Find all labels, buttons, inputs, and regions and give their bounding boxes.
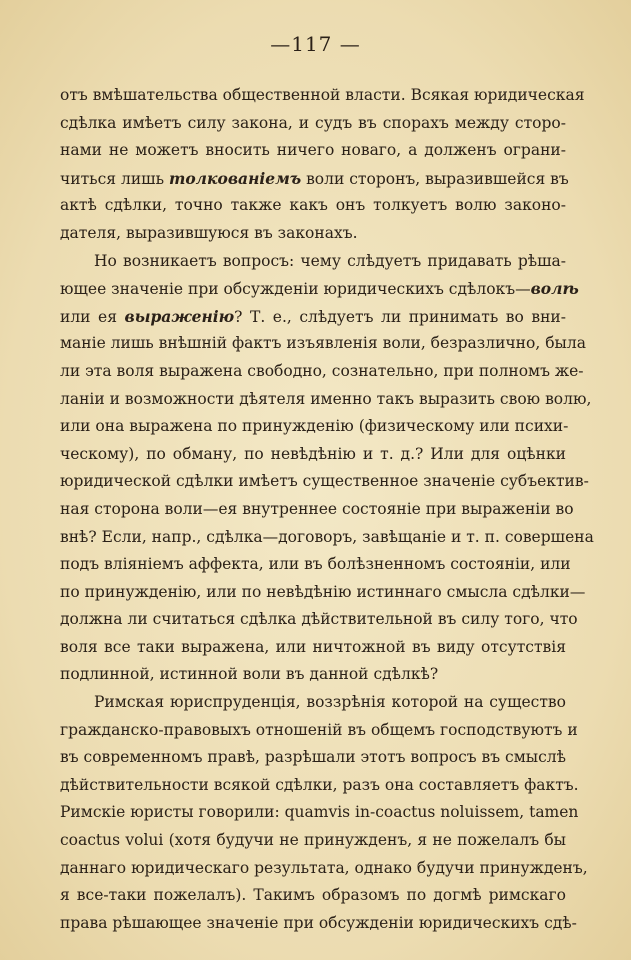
body-text [60, 82, 594, 937]
text-segment: воли сторонъ, выразившейся въ [301, 169, 569, 188]
text-line: даннаго юридическаго результата, однако будучи принужденъ, [60, 858, 588, 877]
text-line: маніе лишь внѣшній фактъ изъявленія воли, безразлично, была [60, 334, 586, 353]
text-line: отъ вмѣшательства общественной власти. Всякая юридическая [60, 86, 585, 104]
emphasized-word: толкованіемъ [168, 168, 302, 188]
text-line: воля все таки выражена, или ничтожной въ виду отсутствія [60, 637, 566, 656]
text-line [60, 165, 569, 193]
text-line: Римскіе юристы говорили: quamvis in-coactus noluissem, tamen [60, 803, 579, 822]
text-line: или она выражена по принужденію (физическому или психи- [60, 417, 569, 436]
emphasized-word: выраженію [124, 306, 235, 326]
text-segment: читься лишь [60, 169, 169, 188]
text-line [60, 275, 579, 303]
text-segment: ющее значеніе при обсужденіи юридическихъ сдѣлокъ— [60, 280, 531, 299]
text-line: ли эта воля выражена свободно, сознательно, при полномъ же- [60, 361, 584, 380]
text-line: по принужденію, или по невѣдѣнію истиннаго смысла сдѣлки— [60, 582, 586, 601]
text-line [60, 303, 566, 331]
text-line: права рѣшающее значеніе при обсужденіи юридическихъ сдѣ- [60, 913, 577, 932]
text-line: актѣ сдѣлки, точно также какъ онъ толкуетъ волю законо- [60, 196, 566, 215]
text-line: сдѣлка имѣетъ силу закона, и судъ въ спорахъ между сторо- [60, 113, 566, 132]
page-number: —117 — [270, 32, 361, 56]
text-line: должна ли считаться сдѣлка дѣйствительной въ силу того, что [60, 610, 578, 629]
text-line: ческому), по обману, по невѣдѣнію и т. д.? Или для оцѣнки [60, 444, 566, 463]
text-line: подъ вліяніемъ аффекта, или въ болѣзненномъ состояніи, или [60, 555, 571, 574]
text-line: нами не можетъ вносить ничего новаго, а долженъ ограни- [60, 141, 566, 160]
text-line: дателя, выразившуюся въ законахъ. [60, 223, 358, 242]
text-line: ная сторона воли—ея внутреннее состояніе при выраженіи во [60, 499, 574, 518]
text-line: я все-таки пожелалъ). Такимъ образомъ по догмѣ римскаго [60, 886, 566, 905]
text-segment: ? Т. е., слѣдуетъ ли принимать во вни- [234, 307, 566, 326]
text-segment: или ея [60, 307, 125, 326]
text-line: гражданско-правовыхъ отношеній въ общемъ господствуютъ и [60, 720, 578, 739]
text-line: въ современномъ правѣ, разрѣшали этотъ вопросъ въ смыслѣ [60, 748, 567, 767]
emphasized-word: волѣ [530, 279, 579, 299]
text-line: подлинной, истинной воли въ данной сдѣлкѣ? [60, 665, 439, 684]
text-line: внѣ? Если, напр., сдѣлка—договоръ, завѣщаніе и т. п. совершена [60, 527, 594, 546]
text-line: ланіи и возможности дѣятеля именно такъ выразить свою волю, [60, 389, 592, 408]
text-line: Но возникаетъ вопросъ: чему слѣдуетъ придавать рѣша- [94, 251, 566, 270]
text-line: дѣйствительности всякой сдѣлки, разъ она составляетъ фактъ. [60, 775, 579, 794]
text-line: coactus volui (хотя будучи не принужденъ, я не пожелалъ бы [60, 831, 566, 850]
text-line: юридической сдѣлки имѣетъ существенное значеніе субъектив- [60, 472, 589, 491]
text-line: Римская юриспруденція, воззрѣнія которой на существо [94, 693, 566, 712]
